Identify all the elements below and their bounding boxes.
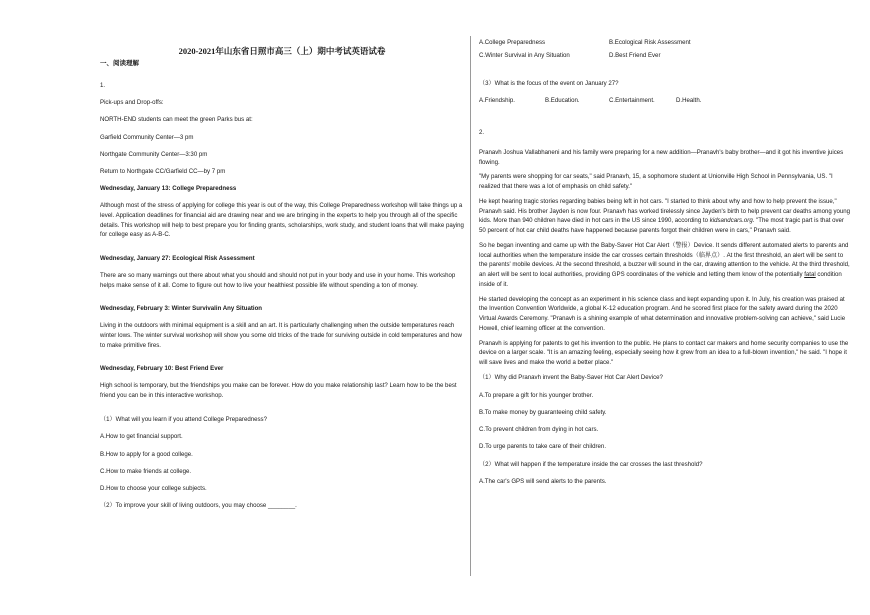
column-divider [470, 36, 471, 576]
paragraph-text: condition inside of it. [479, 271, 842, 288]
underlined-word: fatal [804, 271, 816, 278]
passage-paragraph: "My parents were shopping for car seats," said Pranavh, 15, a sophomore student at Unionville High School in Pennsylvania, US. "I realized that there was a lot of emphasis on child safety." [479, 173, 833, 190]
workshop-text: Although most of the stress of applying for college this year is out of the way, this College Preparedness workshop will take things up a level. Application deadlines for financial aid are drawing near and we are bringing in the experts to help you through all of the specific details. This workshop will help to best prepare you for finding grants, scholarships, work study, and student loans that will make paying for college easy as A-B-C. [100, 202, 464, 239]
answer-option: C.How to make friends at college. [100, 467, 192, 475]
answer-option: D.How to choose your college subjects. [100, 485, 207, 493]
workshop-heading: Wednesday, February 10: Best Friend Ever [100, 365, 224, 373]
workshop-heading: Wednesday, February 3: Winter Survivalin Any Situation [100, 305, 263, 313]
workshop-text: There are so many warnings out there about what you should and should not put in your body and use in your home. This workshop helps make sense of it all. Come to figure out how to live your healthiest possible life without spending a ton of money. [100, 271, 456, 289]
answer-option: B.How to apply for a good college. [100, 450, 193, 458]
answer-option: A.To prepare a gift for his younger brother. [479, 391, 594, 399]
page-title: 2020-2021年山东省日照市高三（上）期中考试英语试卷 [178, 46, 386, 56]
answer-option: A.Friendship. [479, 97, 515, 105]
answer-option: C.To prevent children from dying in hot cars. [479, 426, 599, 433]
paragraph-text: . "The most tragic part is that over 50 percent of hot car child deaths have happened because parents forgot their children were in cars," Pranavh said. [479, 217, 844, 234]
passage-number: 1. [100, 81, 106, 89]
pickup-line: Pick-ups and Drop-offs: [100, 99, 164, 107]
workshop-text: Living in the outdoors with minimal equipment is a skill and an art. It is particularly challenging when the outside temperatures reach winter lows. The winter survival workshop will show you some old tricks of the trade for surviving outside in cold temperatures and how to make primitive fires. [100, 322, 462, 349]
paragraph-text: So he began inventing and came up with the Baby-Saver Hot Car Alert（警报）Device. It sends different automated alerts to parents and local authorities when the temperature inside the car crosses certain thresholds（临界点）. At the first threshold, an alert will be sent to the parents' mobile devices. At the second threshold, a buzzer will sound in the car, drawing attention to the vehicle. At the third threshold, an alert will be sent to local authorities, providing GPS coordinates of the vehicle and letting them know of the potentially [479, 241, 850, 278]
workshop-heading: Wednesday, January 27: Ecological Risk Assessment [100, 255, 255, 263]
pickup-line: Northgate Community Center—3:30 pm [100, 150, 208, 158]
pickup-line: Return to Northgate CC/Garfield CC—by 7 pm [100, 168, 226, 176]
right-column [479, 38, 851, 495]
workshop-heading: Wednesday, January 13: College Preparedness [100, 185, 237, 193]
question-text: （3）What is the focus of the event on January 27? [479, 79, 619, 87]
answer-option: C.Winter Survival in Any Situation [479, 51, 570, 59]
answer-option: D.Health. [676, 97, 702, 105]
passage-paragraph: Pranavh is applying for patents to get his invention to the public. He plans to contact car makers and home security companies to use the device on a larger scale. "It is an amazing feeling, especially seeing how it grew from an idea to a full-blown invention," he said. "I hope it will save lives and make the world a better place." [479, 339, 849, 366]
passage-paragraph: He started developing the concept as an experiment in his science class and kept expanding upon it. In July, his creation was praised at the Invention Convention Worldwide, a global K-12 education program. And he scored first place for the safety award during the 2020 Virtual Awards Ceremony. "Pranavh is a shining example of what determination and innovative problem-solving can achieve," said Lucie Howell, chief learning officer at the convention. [479, 295, 846, 332]
question-text: （2）To improve your skill of living outdoors, you may choose ________. [100, 502, 297, 510]
passage-paragraph [479, 241, 851, 290]
answer-option: D.Best Friend Ever [609, 51, 661, 59]
answer-option: A.The car's GPS will send alerts to the parents. [479, 478, 607, 486]
answer-option: D.To urge parents to take care of their children. [479, 443, 607, 451]
passage-number: 2. [479, 129, 485, 136]
answer-option: B.To make money by guaranteeing child safety. [479, 408, 607, 416]
answer-option: A.How to get financial support. [100, 433, 183, 441]
passage-paragraph [479, 197, 851, 236]
paragraph-text: He kept hearing tragic stories regarding babies being left in hot cars. "I started to think about why and how to help prevent the issue," Pranavh said. His brother Jayden is now four. Pranavh has worked tirelessly since Jayden's birth to help prevent car deaths among young kids. More than 940 children have died in hot cars in the US since 1990, according to [479, 197, 851, 225]
workshop-text: High school is temporary, but the friendships you make can be forever. How do you make relationship last? Learn how to be the best friend you can be in this interactive workshop. [100, 382, 457, 399]
options-row [479, 96, 851, 106]
pickup-line: NORTH-END students can meet the green Parks bus at: [100, 116, 253, 124]
question-text: （1）Why did Pranavh invent the Baby-Saver Hot Car Alert Device? [479, 373, 663, 381]
website-name: kidsandcars.org [709, 217, 753, 225]
question-text: （1）What will you learn if you attend College Preparedness? [100, 415, 267, 423]
answer-option: B.Ecological Risk Assessment [609, 39, 691, 46]
options-grid [479, 38, 851, 61]
section-header: 一、阅读理解 [100, 59, 139, 67]
question-text: （2）What will happen if the temperature inside the car crosses the last threshold? [479, 460, 703, 468]
pickup-line: Garfield Community Center—3 pm [100, 133, 194, 141]
answer-option: B.Education. [545, 97, 580, 105]
left-column [100, 45, 464, 519]
answer-option: C.Entertainment. [609, 97, 655, 105]
passage-paragraph: Pranavh Joshua Vallabhaneni and his family were preparing for a new addition—Pranavh's baby brother—and it got his inventive juices flowing. [479, 148, 844, 166]
answer-option: A.College Preparedness [479, 39, 546, 46]
